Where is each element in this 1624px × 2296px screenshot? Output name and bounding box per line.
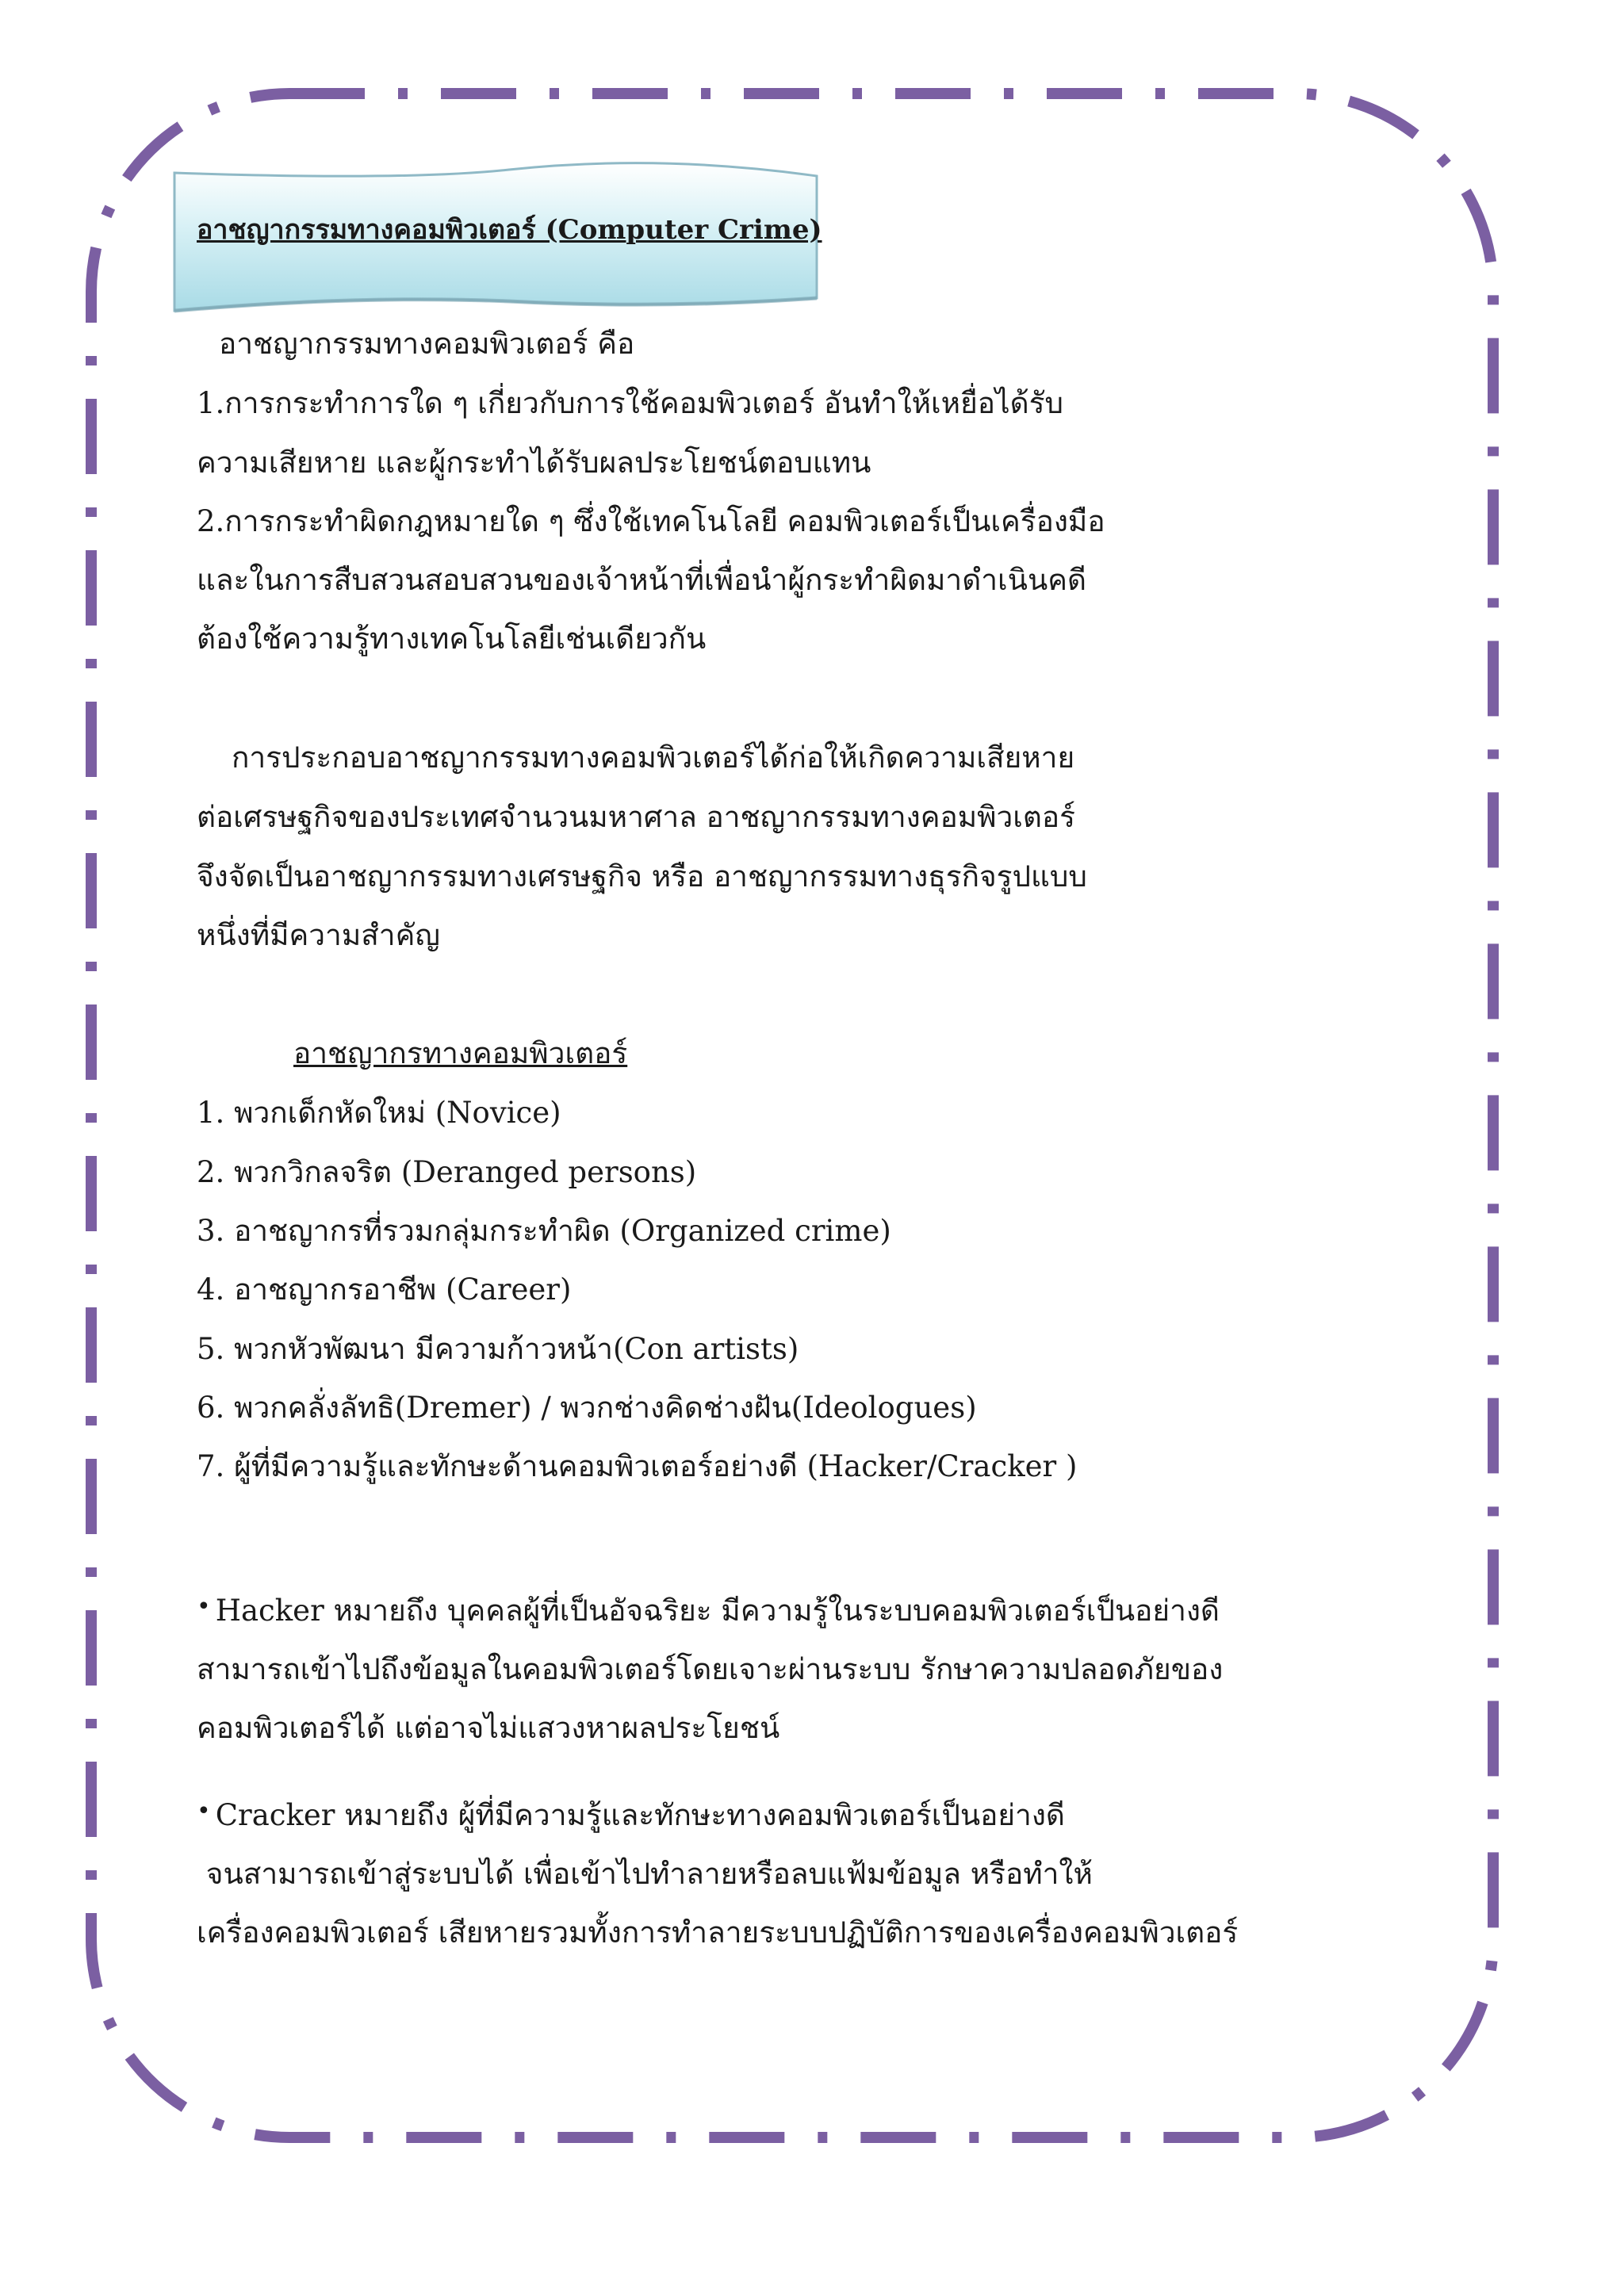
hacker-text: Hacker หมายถึง บุคคลผู้ที่เป็นอัจฉริยะ มีความรู้ในระบบคอมพิวเตอร์เป็นอย่างดี <box>215 1594 1220 1628</box>
criminals-heading: อาชญากรทางคอมพิวเตอร์ <box>293 1036 628 1070</box>
hacker-line: สามารถเข้าไปถึงข้อมูลในคอมพิวเตอร์โดยเจาะผ่านระบบ รักษาความปลอดภัยของ <box>197 1652 1224 1686</box>
criminal-item: 1. พวกเด็กหัดใหม่ (Novice) <box>197 1096 561 1130</box>
page-title: อาชญากรรมทางคอมพิวเตอร์ (Computer Crime) <box>197 214 822 246</box>
definition-line: ต้องใช้ความรู้ทางเทคโนโลยีเช่นเดียวกัน <box>197 622 707 656</box>
definition-line: ความเสียหาย และผู้กระทำได้รับผลประโยชน์ตอบแทน <box>197 446 871 480</box>
criminal-item: 5. พวกหัวพัฒนา มีความก้าวหน้า(Con artists) <box>197 1332 799 1366</box>
hacker-first-line <box>197 1592 1220 1632</box>
bullet-icon: • <box>197 1797 211 1825</box>
criminal-item: 6. พวกคลั่งลัทธิ(Dremer) / พวกช่างคิดช่างฝัน(Ideologues) <box>197 1391 977 1425</box>
cracker-text: Cracker หมายถึง ผู้ที่มีความรู้และทักษะทางคอมพิวเตอร์เป็นอย่างดี <box>215 1798 1065 1832</box>
impact-line: จึงจัดเป็นอาชญากรรมทางเศรษฐกิจ หรือ อาชญากรรมทางธุรกิจรูปแบบ <box>197 859 1087 894</box>
cracker-line: เครื่องคอมพิวเตอร์ เสียหายรวมทั้งการทำลายระบบปฏิบัติการของเครื่องคอมพิวเตอร์ <box>197 1915 1239 1950</box>
definition-line: 1.การกระทำการใด ๆ เกี่ยวกับการใช้คอมพิวเตอร์ อันทำให้เหยื่อได้รับ <box>197 386 1063 420</box>
bullet-icon: • <box>197 1593 211 1621</box>
cracker-line: จนสามารถเข้าสู่ระบบได้ เพื่อเข้าไปทำลายหรือลบแฟ้มข้อมูล หรือทำให้ <box>197 1857 1093 1891</box>
criminal-item: 2. พวกวิกลจริต (Deranged persons) <box>197 1155 697 1189</box>
definition-line: 2.การกระทำผิดกฎหมายใด ๆ ซึ่งใช้เทคโนโลยี คอมพิวเตอร์เป็นเครื่องมือ <box>197 504 1105 538</box>
hacker-line: คอมพิวเตอร์ได้ แต่อาจไม่แสวงหาผลประโยชน์ <box>197 1711 780 1745</box>
criminal-item: 4. อาชญากรอาชีพ (Career) <box>197 1272 572 1307</box>
impact-line: ต่อเศรษฐกิจของประเทศจำนวนมหาศาล อาชญากรรมทางคอมพิวเตอร์ <box>197 800 1076 834</box>
criminal-item: 7. ผู้ที่มีความรู้และทักษะด้านคอมพิวเตอร์อย่างดี (Hacker/Cracker ) <box>197 1449 1078 1483</box>
criminal-item: 3. อาชญากรที่รวมกลุ่มกระทำผิด (Organized crime) <box>197 1214 891 1248</box>
impact-line: การประกอบอาชญากรรมทางคอมพิวเตอร์ได้ก่อให้เกิดความเสียหาย <box>232 740 1075 775</box>
cracker-first-line <box>197 1797 1065 1837</box>
impact-line: หนึ่งที่มีความสำคัญ <box>197 918 440 952</box>
definition-intro: อาชญากรรมทางคอมพิวเตอร์ คือ <box>219 327 635 361</box>
definition-line: และในการสืบสวนสอบสวนของเจ้าหน้าที่เพื่อนำผู้กระทำผิดมาดำเนินคดี <box>197 563 1087 597</box>
